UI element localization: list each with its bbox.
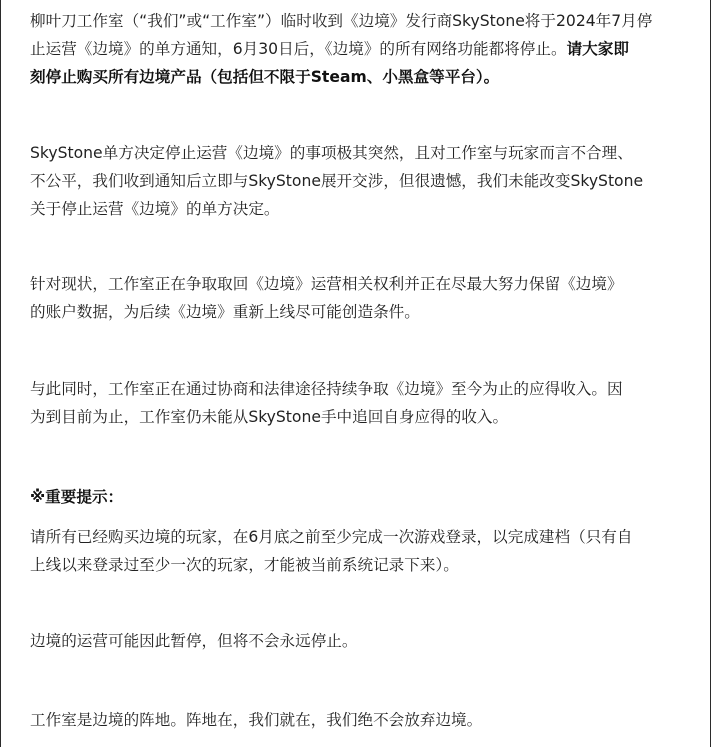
text-line: 针对现状，工作室正在争取取回《边境》运营相关权利并正在尽最大努力保留《边境》: [30, 275, 623, 293]
bold-warning: 请大家即: [566, 40, 629, 58]
text-line: 上线以来登录过至少一次的玩家，才能被当前系统记录下来）。: [30, 556, 459, 574]
paragraph-income: [30, 375, 692, 431]
paragraph-operation-pause: [30, 627, 692, 655]
text-line: 工作室是边境的阵地。阵地在，我们就在，我们绝不会放弃边境。: [30, 711, 483, 729]
text-line: 柳叶刀工作室（“我们”或“工作室”）临时收到《边境》发行商SkyStone将于2024年7月停: [30, 12, 653, 30]
text-line: 不公平，我们收到通知后立即与SkyStone展开交涉，但很遗憾，我们未能改变SkyStone: [30, 172, 644, 190]
paragraph-current-status: [30, 270, 692, 326]
paragraph-notice-intro: [30, 7, 692, 91]
text-span: 止运营《边境》的单方通知，6月30日后，《边境》的所有网络功能都将停止。: [30, 40, 567, 58]
text-line: 的账户数据，为后续《边境》重新上线尽可能创造条件。: [30, 303, 420, 321]
bold-warning: 刻停止购买所有边境产品（包括但不限于Steam、小黑盒等平台）。: [30, 68, 500, 86]
text-line: 边境的运营可能因此暂停，但将不会永远停止。: [30, 632, 358, 650]
text-line: [30, 35, 692, 63]
paragraph-login-notice: [30, 523, 692, 579]
paragraph-closing: [30, 706, 692, 734]
text-line: 请所有已经购买边境的玩家，在6月底之前至少完成一次游戏登录，以完成建档（只有自: [30, 528, 633, 546]
text-line: SkyStone单方决定停止运营《边境》的事项极其突然，且对工作室与玩家而言不合理、: [30, 144, 633, 162]
text-line: 为到目前为止，工作室仍未能从SkyStone手中追回自身应得的收入。: [30, 408, 509, 426]
text-line: 与此同时，工作室正在通过协商和法律途径持续争取《边境》至今为止的应得收入。因: [30, 380, 623, 398]
text-line: 关于停止运营《边境》的单方决定。: [30, 200, 280, 218]
heading-text: ※重要提示：: [30, 488, 124, 506]
paragraph-skystone-decision: [30, 139, 692, 223]
notice-heading: [30, 483, 692, 511]
